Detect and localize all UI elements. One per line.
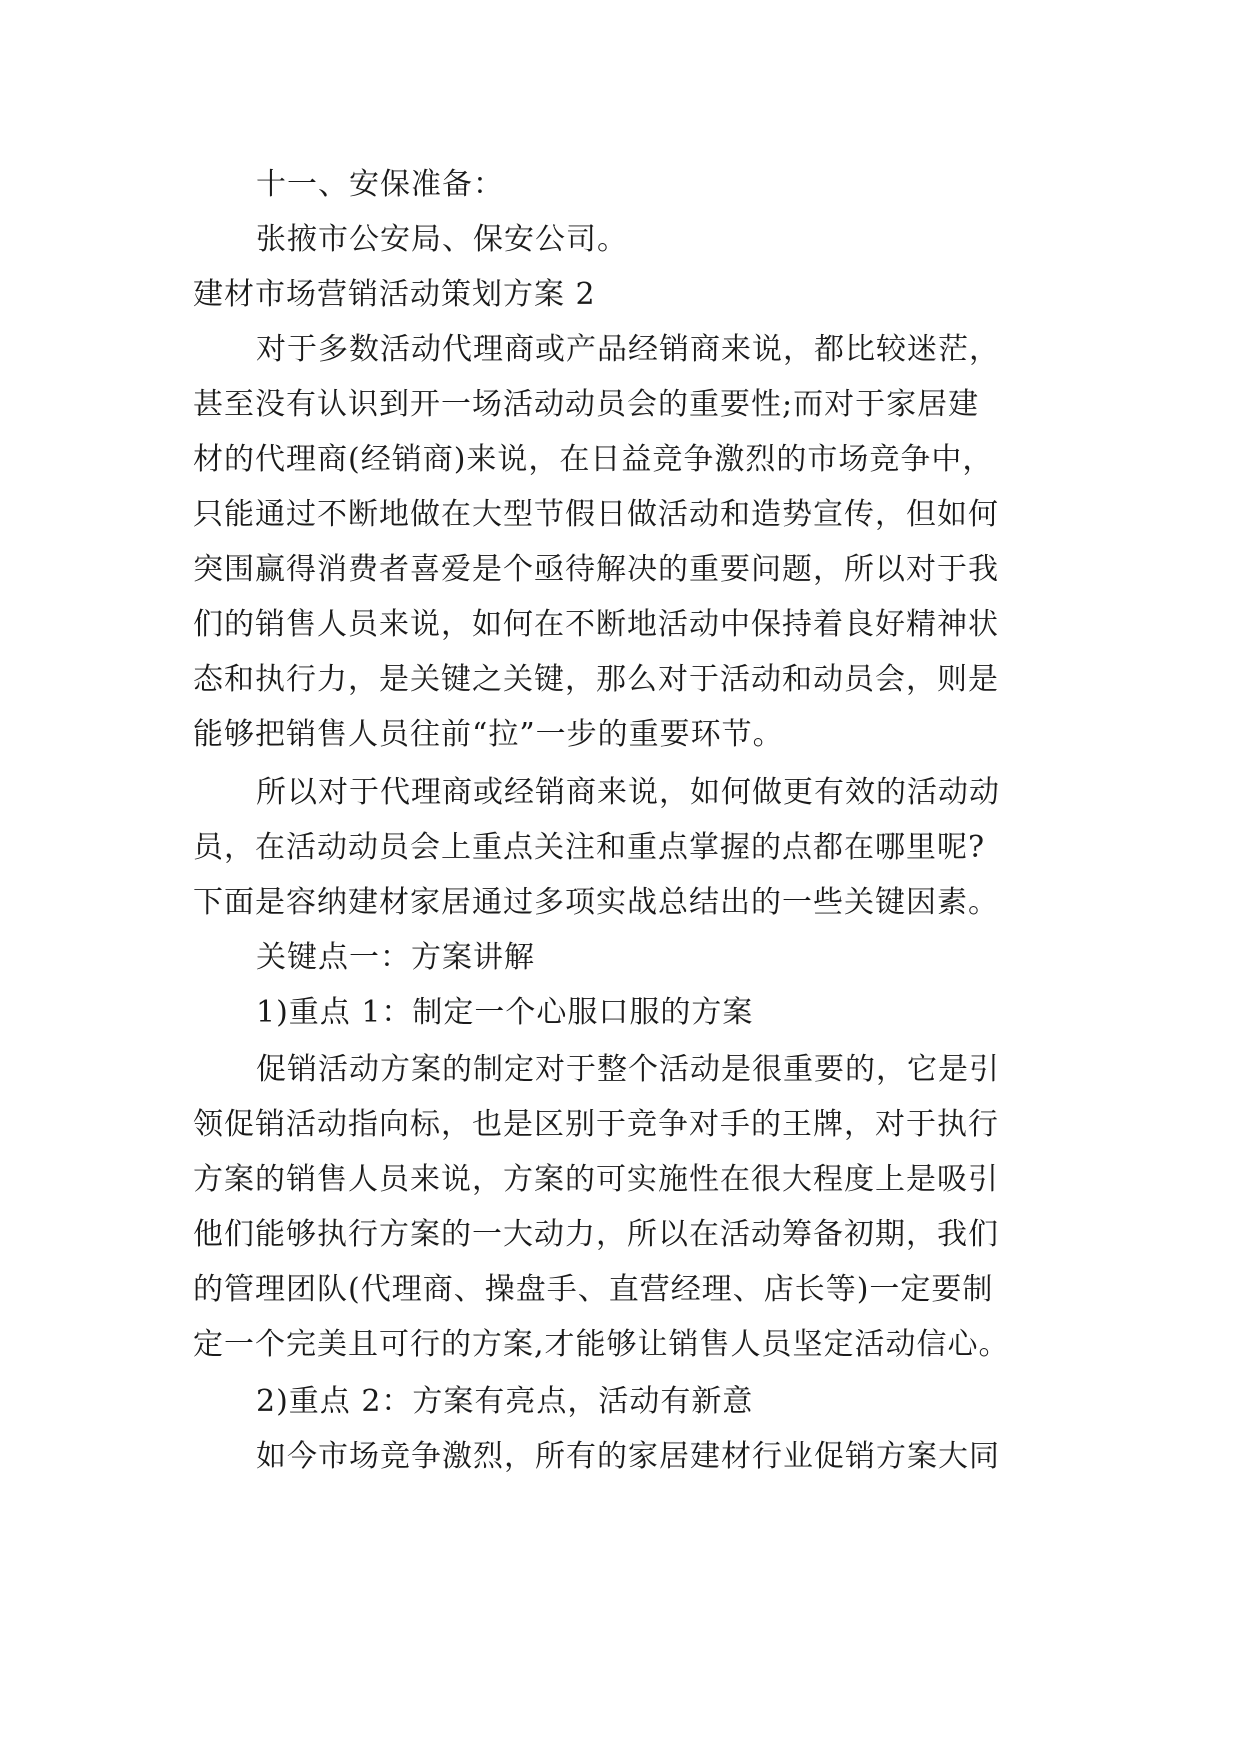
paragraph-line: 张掖市公安局、保安公司。 [256, 222, 628, 257]
paragraph-line: 的管理团队(代理商、操盘手、直营经理、店长等)一定要制 [193, 1272, 994, 1307]
paragraph-line: 领促销活动指向标，也是区别于竞争对手的王牌，对于执行 [193, 1107, 999, 1142]
paragraph-line: 所以对于代理商或经销商来说，如何做更有效的活动动 [256, 775, 1000, 810]
paragraph-line: 能够把销售人员往前“拉”一步的重要环节。 [193, 717, 784, 752]
paragraph-line: 态和执行力，是关键之关键，那么对于活动和动员会，则是 [193, 662, 999, 697]
subheading: 1)重点 1：制定一个心服口服的方案 [256, 995, 754, 1030]
subheading: 关键点一：方案讲解 [256, 940, 535, 975]
paragraph-line: 们的销售人员来说，如何在不断地活动中保持着良好精神状 [193, 607, 999, 642]
paragraph-line: 如今市场竞争激烈，所有的家居建材行业促销方案大同 [256, 1439, 1000, 1474]
paragraph-line: 方案的销售人员来说，方案的可实施性在很大程度上是吸引 [193, 1162, 999, 1197]
paragraph-line: 甚至没有认识到开一场活动动员会的重要性;而对于家居建 [193, 387, 980, 422]
paragraph-line: 员，在活动动员会上重点关注和重点掌握的点都在哪里呢? [193, 830, 986, 865]
paragraph-line: 对于多数活动代理商或产品经销商来说，都比较迷茫， [256, 332, 1000, 367]
paragraph-line: 材的代理商(经销商)来说，在日益竞争激烈的市场竞争中， [193, 442, 994, 477]
paragraph-line: 他们能够执行方案的一大动力，所以在活动筹备初期，我们 [193, 1217, 999, 1252]
subheading: 2)重点 2：方案有亮点，活动有新意 [256, 1384, 754, 1419]
section-heading: 十一、安保准备： [256, 167, 504, 202]
paragraph-line: 只能通过不断地做在大型节假日做活动和造势宣传，但如何 [193, 497, 999, 532]
paragraph-line: 促销活动方案的制定对于整个活动是很重要的，它是引 [256, 1052, 1000, 1087]
document-title: 建材市场营销活动策划方案 2 [193, 277, 596, 312]
paragraph-line: 定一个完美且可行的方案,才能够让销售人员坚定活动信心。 [193, 1327, 1010, 1362]
paragraph-line: 突围赢得消费者喜爱是个亟待解决的重要问题，所以对于我 [193, 552, 999, 587]
paragraph-line: 下面是容纳建材家居通过多项实战总结出的一些关键因素。 [193, 885, 999, 920]
